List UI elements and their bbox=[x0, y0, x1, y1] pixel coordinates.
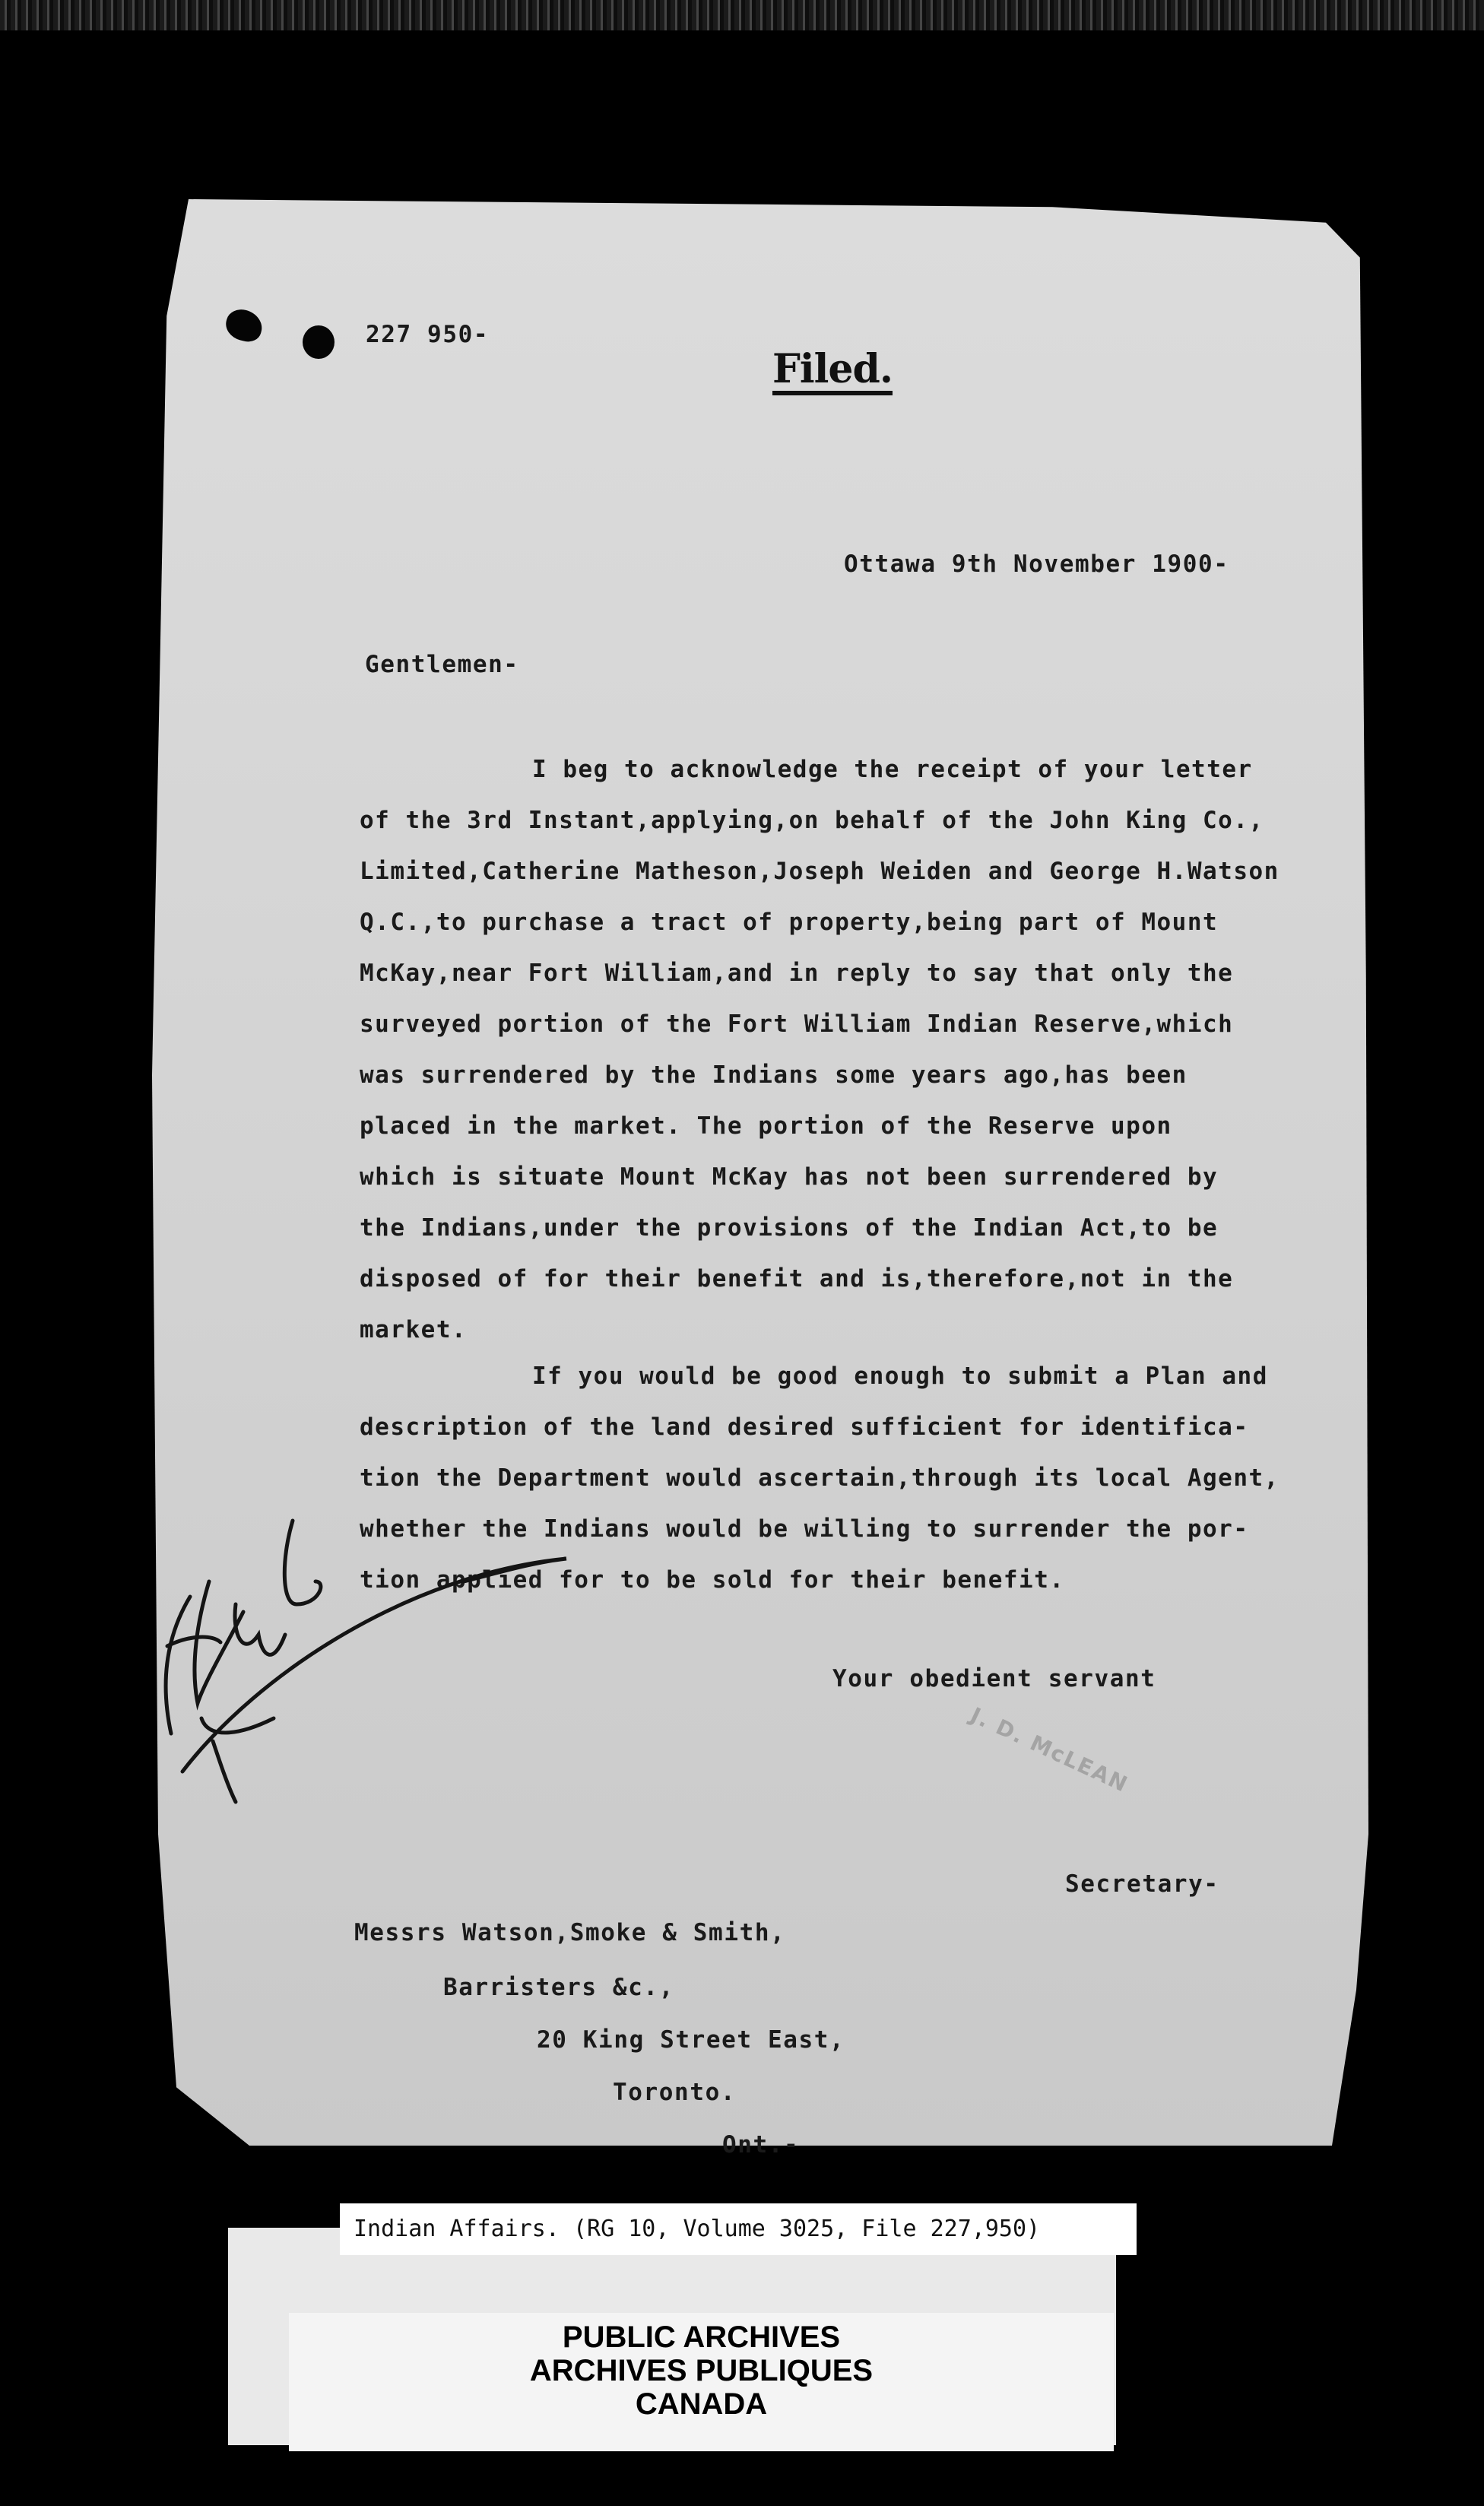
paragraph-line: I beg to acknowledge the receipt of your letter bbox=[532, 756, 1253, 783]
paragraph-line: placed in the market. The portion of the Reserve upon bbox=[360, 1112, 1172, 1140]
address-line: Messrs Watson,Smoke & Smith, bbox=[354, 1919, 786, 1946]
paragraph-line: whether the Indians would be willing to surrender the por- bbox=[360, 1515, 1249, 1543]
film-edge bbox=[0, 0, 1484, 30]
archive-reference: Indian Affairs. (RG 10, Volume 3025, File 227,950) bbox=[340, 2203, 1137, 2255]
paragraph-line: McKay,near Fort William,and in reply to say that only the bbox=[360, 960, 1234, 987]
closing: Your obedient servant bbox=[832, 1665, 1156, 1692]
handwritten-initials-flourish bbox=[137, 1490, 593, 1825]
paragraph-line: disposed of for their benefit and is,therefore,not in the bbox=[360, 1265, 1234, 1293]
salutation: Gentlemen- bbox=[365, 651, 519, 678]
filed-stamp: Filed. bbox=[772, 350, 893, 395]
signature-stamp: J. D. McLEAN bbox=[966, 1702, 1133, 1797]
paragraph-line: surveyed portion of the Fort William Indian Reserve,which bbox=[360, 1010, 1234, 1038]
paragraph-1 bbox=[360, 744, 1348, 1356]
paragraph-line: Q.C.,to purchase a tract of property,being part of Mount bbox=[360, 909, 1219, 936]
paragraph-line: Limited,Catherine Matheson,Joseph Weiden and George H.Watson bbox=[360, 858, 1279, 885]
address-line: Ont.- bbox=[722, 2131, 800, 2159]
paragraph-line: which is situate Mount McKay has not been surrendered by bbox=[360, 1163, 1219, 1191]
paragraph-line: was surrendered by the Indians some years ago,has been bbox=[360, 1061, 1188, 1089]
archive-stamp bbox=[289, 2313, 1114, 2451]
archive-line: ARCHIVES PUBLIQUES bbox=[529, 2354, 874, 2387]
punch-hole-right bbox=[303, 325, 335, 359]
address-line: Toronto. bbox=[613, 2079, 737, 2106]
signatory-title: Secretary- bbox=[1065, 1870, 1219, 1898]
paragraph-line: If you would be good enough to submit a Plan and bbox=[532, 1362, 1268, 1390]
address-line: Barristers &c., bbox=[443, 1974, 674, 2001]
archive-line: PUBLIC ARCHIVES bbox=[562, 2320, 841, 2354]
archive-line: CANADA bbox=[635, 2387, 768, 2421]
address-line: 20 King Street East, bbox=[537, 2026, 845, 2054]
paragraph-line: tion applied for to be sold for their benefit. bbox=[360, 1566, 1065, 1594]
file-reference: 227 950- bbox=[366, 321, 490, 348]
paragraph-line: market. bbox=[360, 1316, 468, 1343]
paragraph-line: description of the land desired sufficient for identifica- bbox=[360, 1413, 1249, 1441]
paragraph-line: tion the Department would ascertain,through its local Agent, bbox=[360, 1464, 1279, 1492]
paragraph-line: the Indians,under the provisions of the Indian Act,to be bbox=[360, 1214, 1219, 1242]
date-line: Ottawa 9th November 1900- bbox=[844, 550, 1229, 578]
paragraph-line: of the 3rd Instant,applying,on behalf of the John King Co., bbox=[360, 807, 1264, 834]
